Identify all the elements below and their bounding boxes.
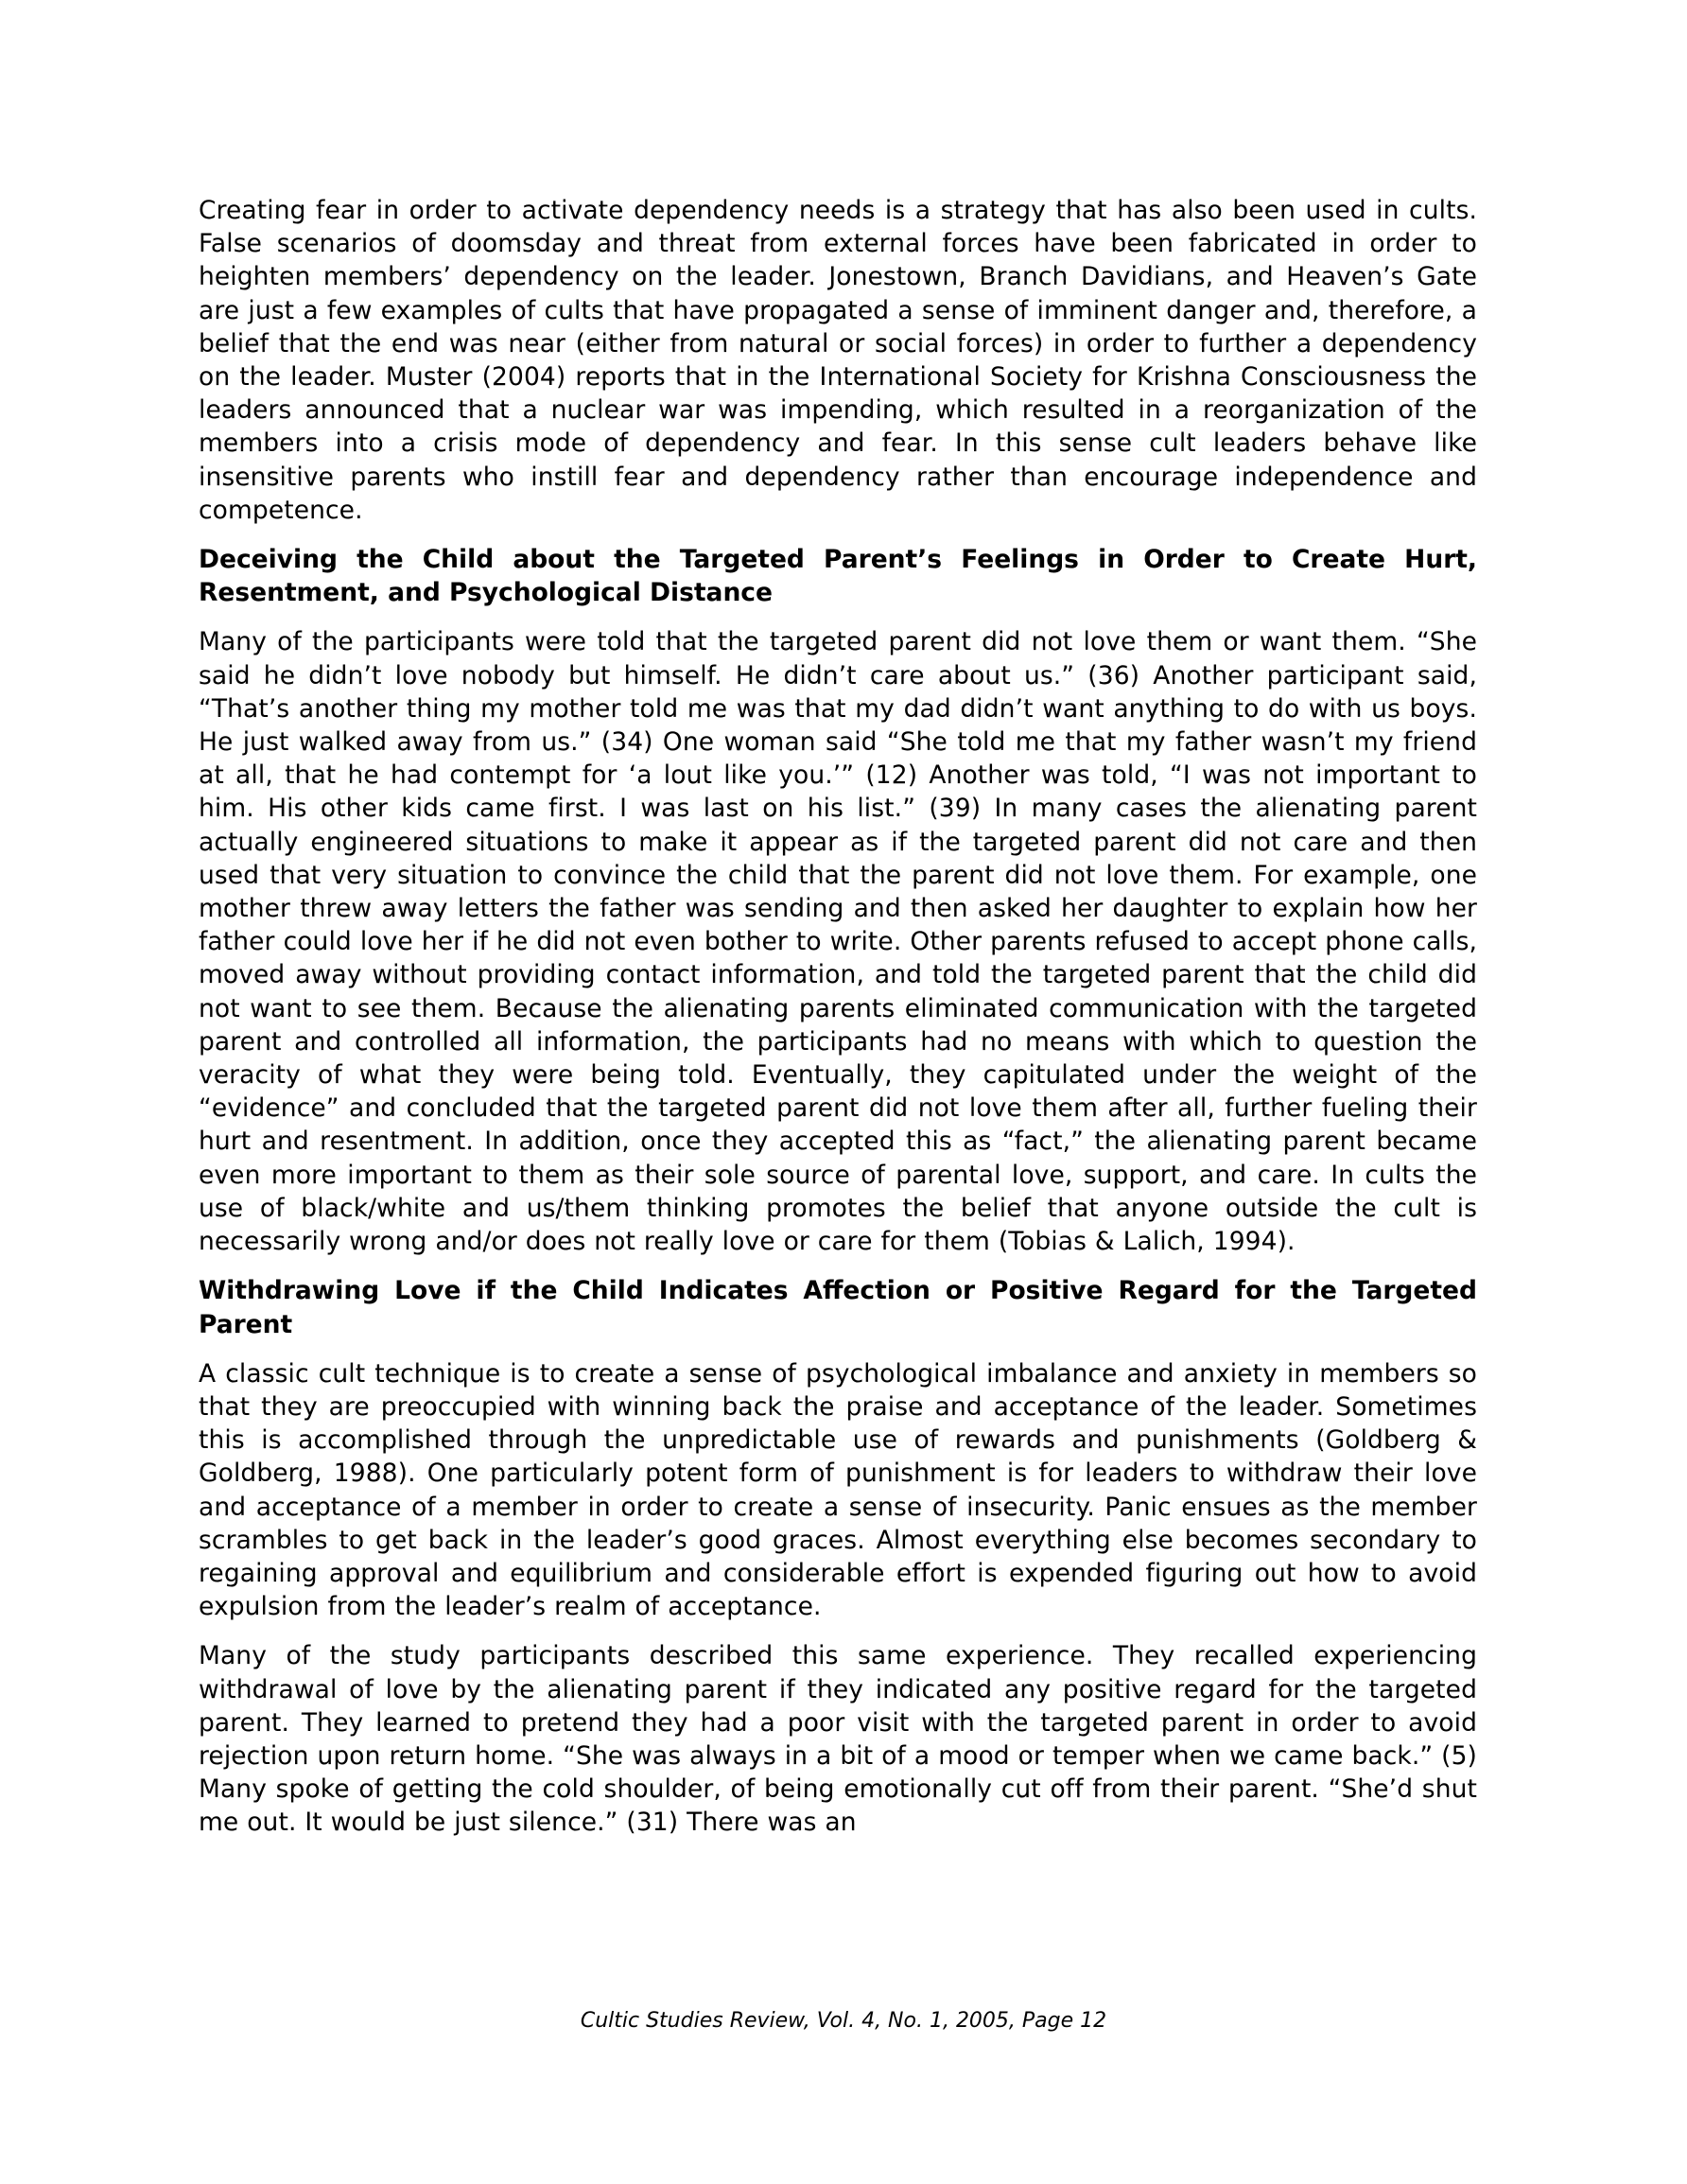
section-heading-withdrawing-love: Withdrawing Love if the Child Indicates Affection or Positive Regard for the Targeted Parent — [199, 1276, 1477, 1339]
paragraph-classic-cult-technique: A classic cult technique is to create a sense of psychological imbalance and anxiety in members so that they are preoccupied with winning back the praise and acceptance of the leader. Sometimes this is accomplished through the unpredictable use of rewards and punishments (Goldberg & Goldberg, 1988). One particularly potent form of punishment is for leaders to withdraw their love and acceptance of a member in order to create a sense of insecurity. Panic ensues as the member scrambles to get back in the leader’s good graces. Almost everything else becomes secondary to regaining approval and equilibrium and considerable effort is expended figuring out how to avoid expulsion from the leader’s realm of acceptance. — [199, 1358, 1477, 1622]
section-heading-deceiving-child: Deceiving the Child about the Targeted Parent’s Feelings in Order to Create Hurt, Resentment, and Psychological Distance — [199, 545, 1477, 608]
page-footer: Cultic Studies Review, Vol. 4, No. 1, 2005, Page 12 — [580, 2009, 1107, 2033]
paragraph-study-participants: Many of the study participants described this same experience. They recalled experiencing withdrawal of love by the alienating parent if they indicated any positive regard for the targeted parent. They learned to pretend they had a poor visit with the targeted parent in order to avoid rejection upon return home. “She was always in a bit of a mood or temper when we came back.” (5) Many spoke of getting the cold shoulder, of being emotionally cut off from their parent. “She’d shut me out. It would be just silence.” (31) There was an — [199, 1641, 1477, 1838]
paragraph-deceiving-child: Many of the participants were told that the targeted parent did not love them or want them. “She said he didn’t love nobody but himself. He didn’t care about us.” (36) Another participant said, “That’s another thing my mother told me was that my dad didn’t want anything to do with us boys. He just walked away from us.” (34) One woman said “She told me that my father wasn’t my friend at all, that he had contempt for ‘a lout like you.’” (12) Another was told, “I was not important to him. His other kids came first. I was last on his list.” (39) In many cases the alienating parent actually engineered situations to make it appear as if the targeted parent did not care and then used that very situation to convince the child that the parent did not love them. For example, one mother threw away letters the father was sending and then asked her daughter to explain how her father could love her if he did not even bother to write. Other parents refused to accept phone calls, moved away without providing contact information, and told the targeted parent that the child did not want to see them. Because the alienating parents eliminated communication with the targeted parent and controlled all information, the participants had no means with which to question the veracity of what they were being told. Eventually, they capitulated under the weight of the “evidence” and concluded that the targeted parent did not love them after all, further fueling their hurt and resentment. In addition, once they accepted this as “fact,” the alienating parent became even more important to them as their sole source of parental love, support, and care. In cults the use of black/white and us/them thinking promotes the belief that anyone outside the cult is necessarily wrong and/or does not really love or care for them (Tobias & Lalich, 1994). — [199, 627, 1477, 1257]
document-body — [199, 194, 1477, 1856]
paragraph-fear-dependency: Creating fear in order to activate dependency needs is a strategy that has also been used in cults. False scenarios of doomsday and threat from external forces have been fabricated in order to heighten members’ dependency on the leader. Jonestown, Branch Davidians, and Heaven’s Gate are just a few examples of cults that have propagated a sense of imminent danger and, therefore, a belief that the end was near (either from natural or social forces) in order to further a dependency on the leader. Muster (2004) reports that in the International Society for Krishna Consciousness the leaders announced that a nuclear war was impending, which resulted in a reorganization of the members into a crisis mode of dependency and fear. In this sense cult leaders behave like insensitive parents who instill fear and dependency rather than encourage independence and competence. — [199, 196, 1477, 525]
